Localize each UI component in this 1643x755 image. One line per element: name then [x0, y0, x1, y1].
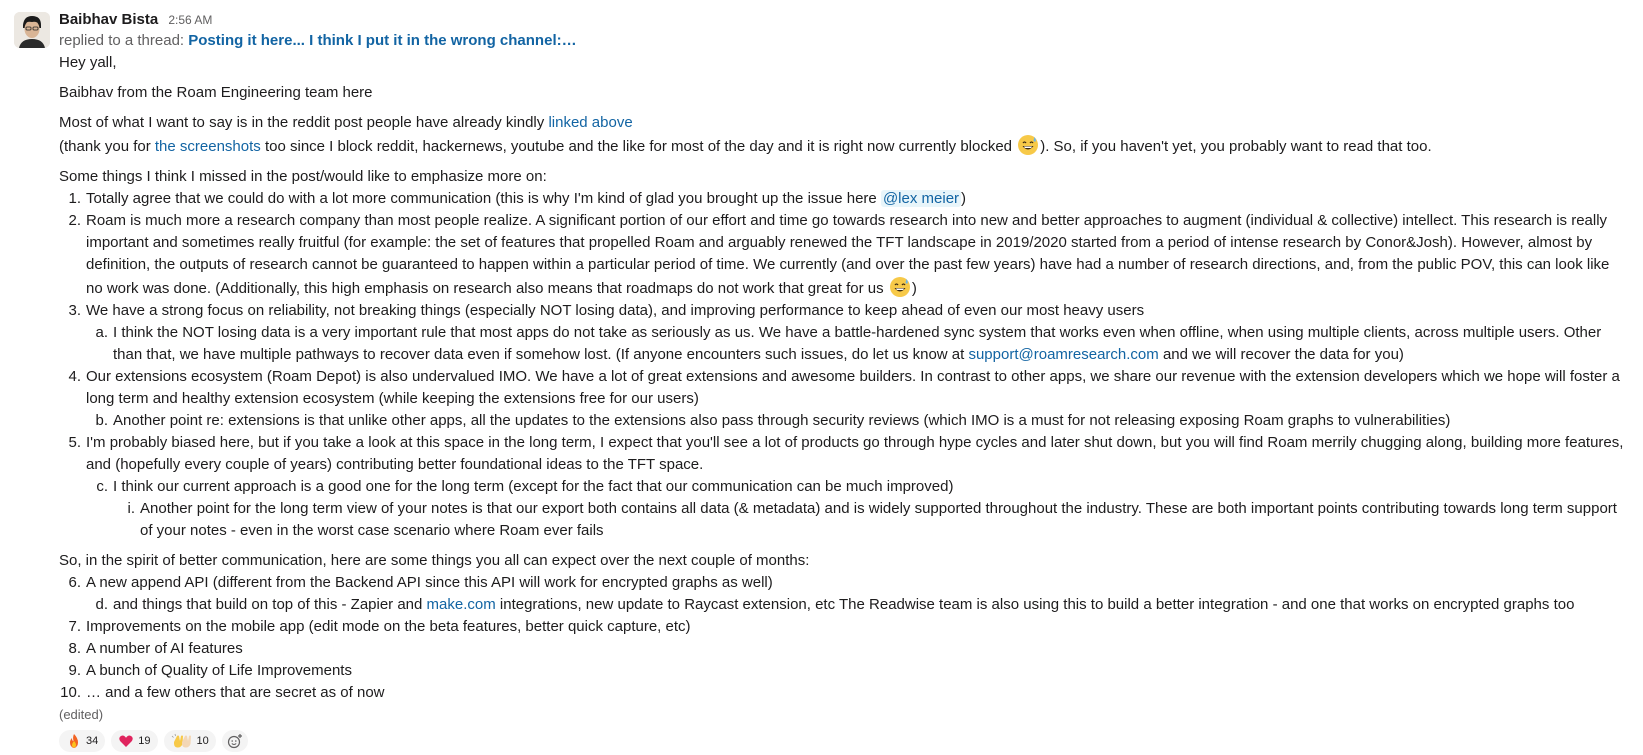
list-item-text: I think the NOT losing data is a very important rule that most apps do not take as seriously as us. We have a battle-hardened sync system that works even when offline, when using multiple clients, across multiple users. Other than that, we have multiple pathways to recover data even if somehow lost. (If anyone encounters such issues, do let us know at [113, 324, 1602, 363]
make-com-link[interactable]: make.com [426, 596, 496, 613]
list-item [59, 366, 1627, 410]
support-email-link[interactable]: support@roamresearch.com [968, 346, 1159, 363]
timestamp[interactable]: 2:56 AM [168, 13, 213, 27]
list-subitem [59, 476, 1627, 498]
list-number: 3. [68, 302, 81, 319]
intro-line: Baibhav from the Roam Engineering team here [59, 84, 373, 101]
list-number: 8. [68, 640, 81, 657]
list-item-text: Another point for the long term view of your notes is that our export both contains all data (& metadata) and is widely supported throughout the industry. These are both important points contributing towards long term support of your notes - even in the worst case scenario where Roam ever fails [140, 500, 1617, 539]
fire-emoji-icon [66, 733, 82, 749]
list-number: 9. [68, 662, 81, 679]
text-segment: ) [961, 190, 967, 207]
reaction-heart[interactable] [111, 730, 157, 752]
list-subitem [59, 410, 1627, 432]
list-subitem [59, 594, 1627, 616]
list-number: 1. [68, 190, 81, 207]
list-roman: i. [127, 500, 135, 517]
author-name[interactable]: Baibhav Bista [59, 11, 159, 28]
text-segment: (thank you for [59, 138, 155, 155]
list-item [59, 682, 1627, 704]
list-item-text: I'm probably biased here, but if you take a look at this space in the long term, I expect that you'll see a lot of products go through hype cycles and later shut down, but you will find Roam merrily chugging along, building more features, and (hopefully every couple of years) contributing better foundational ideas to the TFT space. [86, 434, 1624, 473]
text-segment: too since I block reddit, hackernews, youtube and the like for most of the day and it is right now currently blocked [260, 138, 1017, 155]
list-item-text: … and a few others that are secret as of now [86, 684, 385, 701]
avatar[interactable] [14, 12, 50, 48]
list-subitem [59, 322, 1627, 366]
heart-emoji-icon [118, 733, 134, 749]
list-item-text: and things that build on top of this - Zapier and [113, 596, 427, 613]
list-number: 10. [60, 684, 81, 701]
list-item-text: Our extensions ecosystem (Roam Depot) is also undervalued IMO. We have a lot of great extensions and awesome builders. In contrast to other apps, we share our revenue with the extension developers which we hope will foster a long term and healthy extension ecosystem (while keeping the extensions free for our users) [86, 368, 1620, 407]
text-segment: Most of what I want to say is in the reddit post people have already kindly [59, 114, 549, 131]
list-item-text: A bunch of Quality of Life Improvements [86, 662, 352, 679]
add-reaction-button[interactable] [222, 730, 248, 752]
reaction-fire[interactable] [59, 730, 105, 752]
list-item-text: Improvements on the mobile app (edit mode on the beta features, better quick capture, etc) [86, 618, 691, 635]
list-intro: Some things I think I missed in the post/would like to emphasize more on: [59, 168, 547, 185]
list-item [59, 188, 1627, 210]
message-header [59, 10, 1627, 30]
list-number: 2. [68, 212, 81, 229]
list-subsubitem [59, 498, 1627, 542]
list-item [59, 572, 1627, 594]
avatar-image-icon [14, 12, 50, 48]
numbered-list-2 [59, 572, 1627, 704]
reaction-count: 19 [138, 735, 151, 747]
list-item [59, 616, 1627, 638]
list-item-text: Roam is much more a research company than most people realize. A significant portion of our effort and time go towards research into new and better approaches to augment (individual & collective) intellect. This research is really important and sometimes really fruitful (for example: the set of features that propelled Roam and arguably renewed the TFT landscape in 2019/2020 started from a period of intense research by Conor&Josh). However, almost by definition, the outputs of research cannot be guaranteed to happen within a particular period of time. We currently (and over the past few years) have had a number of research directions, and, from the public POV, this can look like no work was done. (Additionally, this high emphasis on research also means that roadmaps do not work that great for us [86, 212, 1610, 297]
list-item-text: We have a strong focus on reliability, not breaking things (especially NOT losing data), and improving performance to keep ahead of even our most heavy users [86, 302, 1145, 319]
list-number: 4. [68, 368, 81, 385]
text-segment: ) [911, 280, 917, 297]
list-letter: a. [95, 324, 108, 341]
reaction-count: 10 [196, 735, 209, 747]
list-letter: c. [96, 478, 108, 495]
list-item [59, 432, 1627, 476]
sweat-smile-emoji-icon [889, 276, 911, 298]
reaction-clap[interactable] [164, 730, 216, 752]
user-mention[interactable]: @lex meier [882, 190, 960, 207]
reddit-paragraph [59, 112, 1627, 158]
numbered-list-1 [59, 188, 1627, 542]
greeting: Hey yall, [59, 54, 117, 71]
list-item-text: A number of AI features [86, 640, 243, 657]
add-emoji-icon [227, 733, 243, 749]
list-item-text: Another point re: extensions is that unlike other apps, all the updates to the extensions also pass through security reviews (which IMO is a must for not releasing exposing Roam graphs to vulnerabilities) [113, 412, 1451, 429]
list-number: 6. [68, 574, 81, 591]
clap-emoji-icon [171, 733, 193, 749]
list-item [59, 210, 1627, 300]
reaction-bar [59, 730, 1627, 752]
screenshots-link[interactable]: the screenshots [154, 138, 261, 155]
list-item [59, 660, 1627, 682]
text-segment: integrations, new update to Raycast extension, etc The Readwise team is also using this to build a better integration - and one that works on encrypted graphs too [495, 596, 1575, 613]
edited-label: (edited) [59, 707, 104, 722]
list-item-text: I think our current approach is a good one for the long term (except for the fact that our communication can be much improved) [113, 478, 954, 495]
reaction-count: 34 [86, 735, 99, 747]
list-number: 7. [68, 618, 81, 635]
list-item-text: Totally agree that we could do with a lot more communication (this is why I'm kind of glad you brought up the issue here [86, 190, 881, 207]
list-letter: d. [95, 596, 108, 613]
thread-link[interactable]: Posting it here... I think I put it in the wrong channel:… [188, 32, 577, 49]
list-item [59, 300, 1627, 322]
list-number: 5. [68, 434, 81, 451]
text-segment: ). So, if you haven't yet, you probably want to read that too. [1040, 138, 1432, 155]
linked-above-link[interactable]: linked above [548, 114, 633, 131]
reply-prefix: replied to a thread: [59, 32, 185, 49]
sweat-smile-emoji-icon [1017, 134, 1039, 156]
list-letter: b. [95, 412, 108, 429]
list-item-text: A new append API (different from the Backend API since this API will work for encrypted graphs as well) [86, 574, 773, 591]
text-segment: and we will recover the data for you) [1158, 346, 1404, 363]
list-item [59, 638, 1627, 660]
expect-intro: So, in the spirit of better communication, here are some things you all can expect over the next couple of months: [59, 552, 810, 569]
thread-reply-info [59, 30, 1627, 52]
